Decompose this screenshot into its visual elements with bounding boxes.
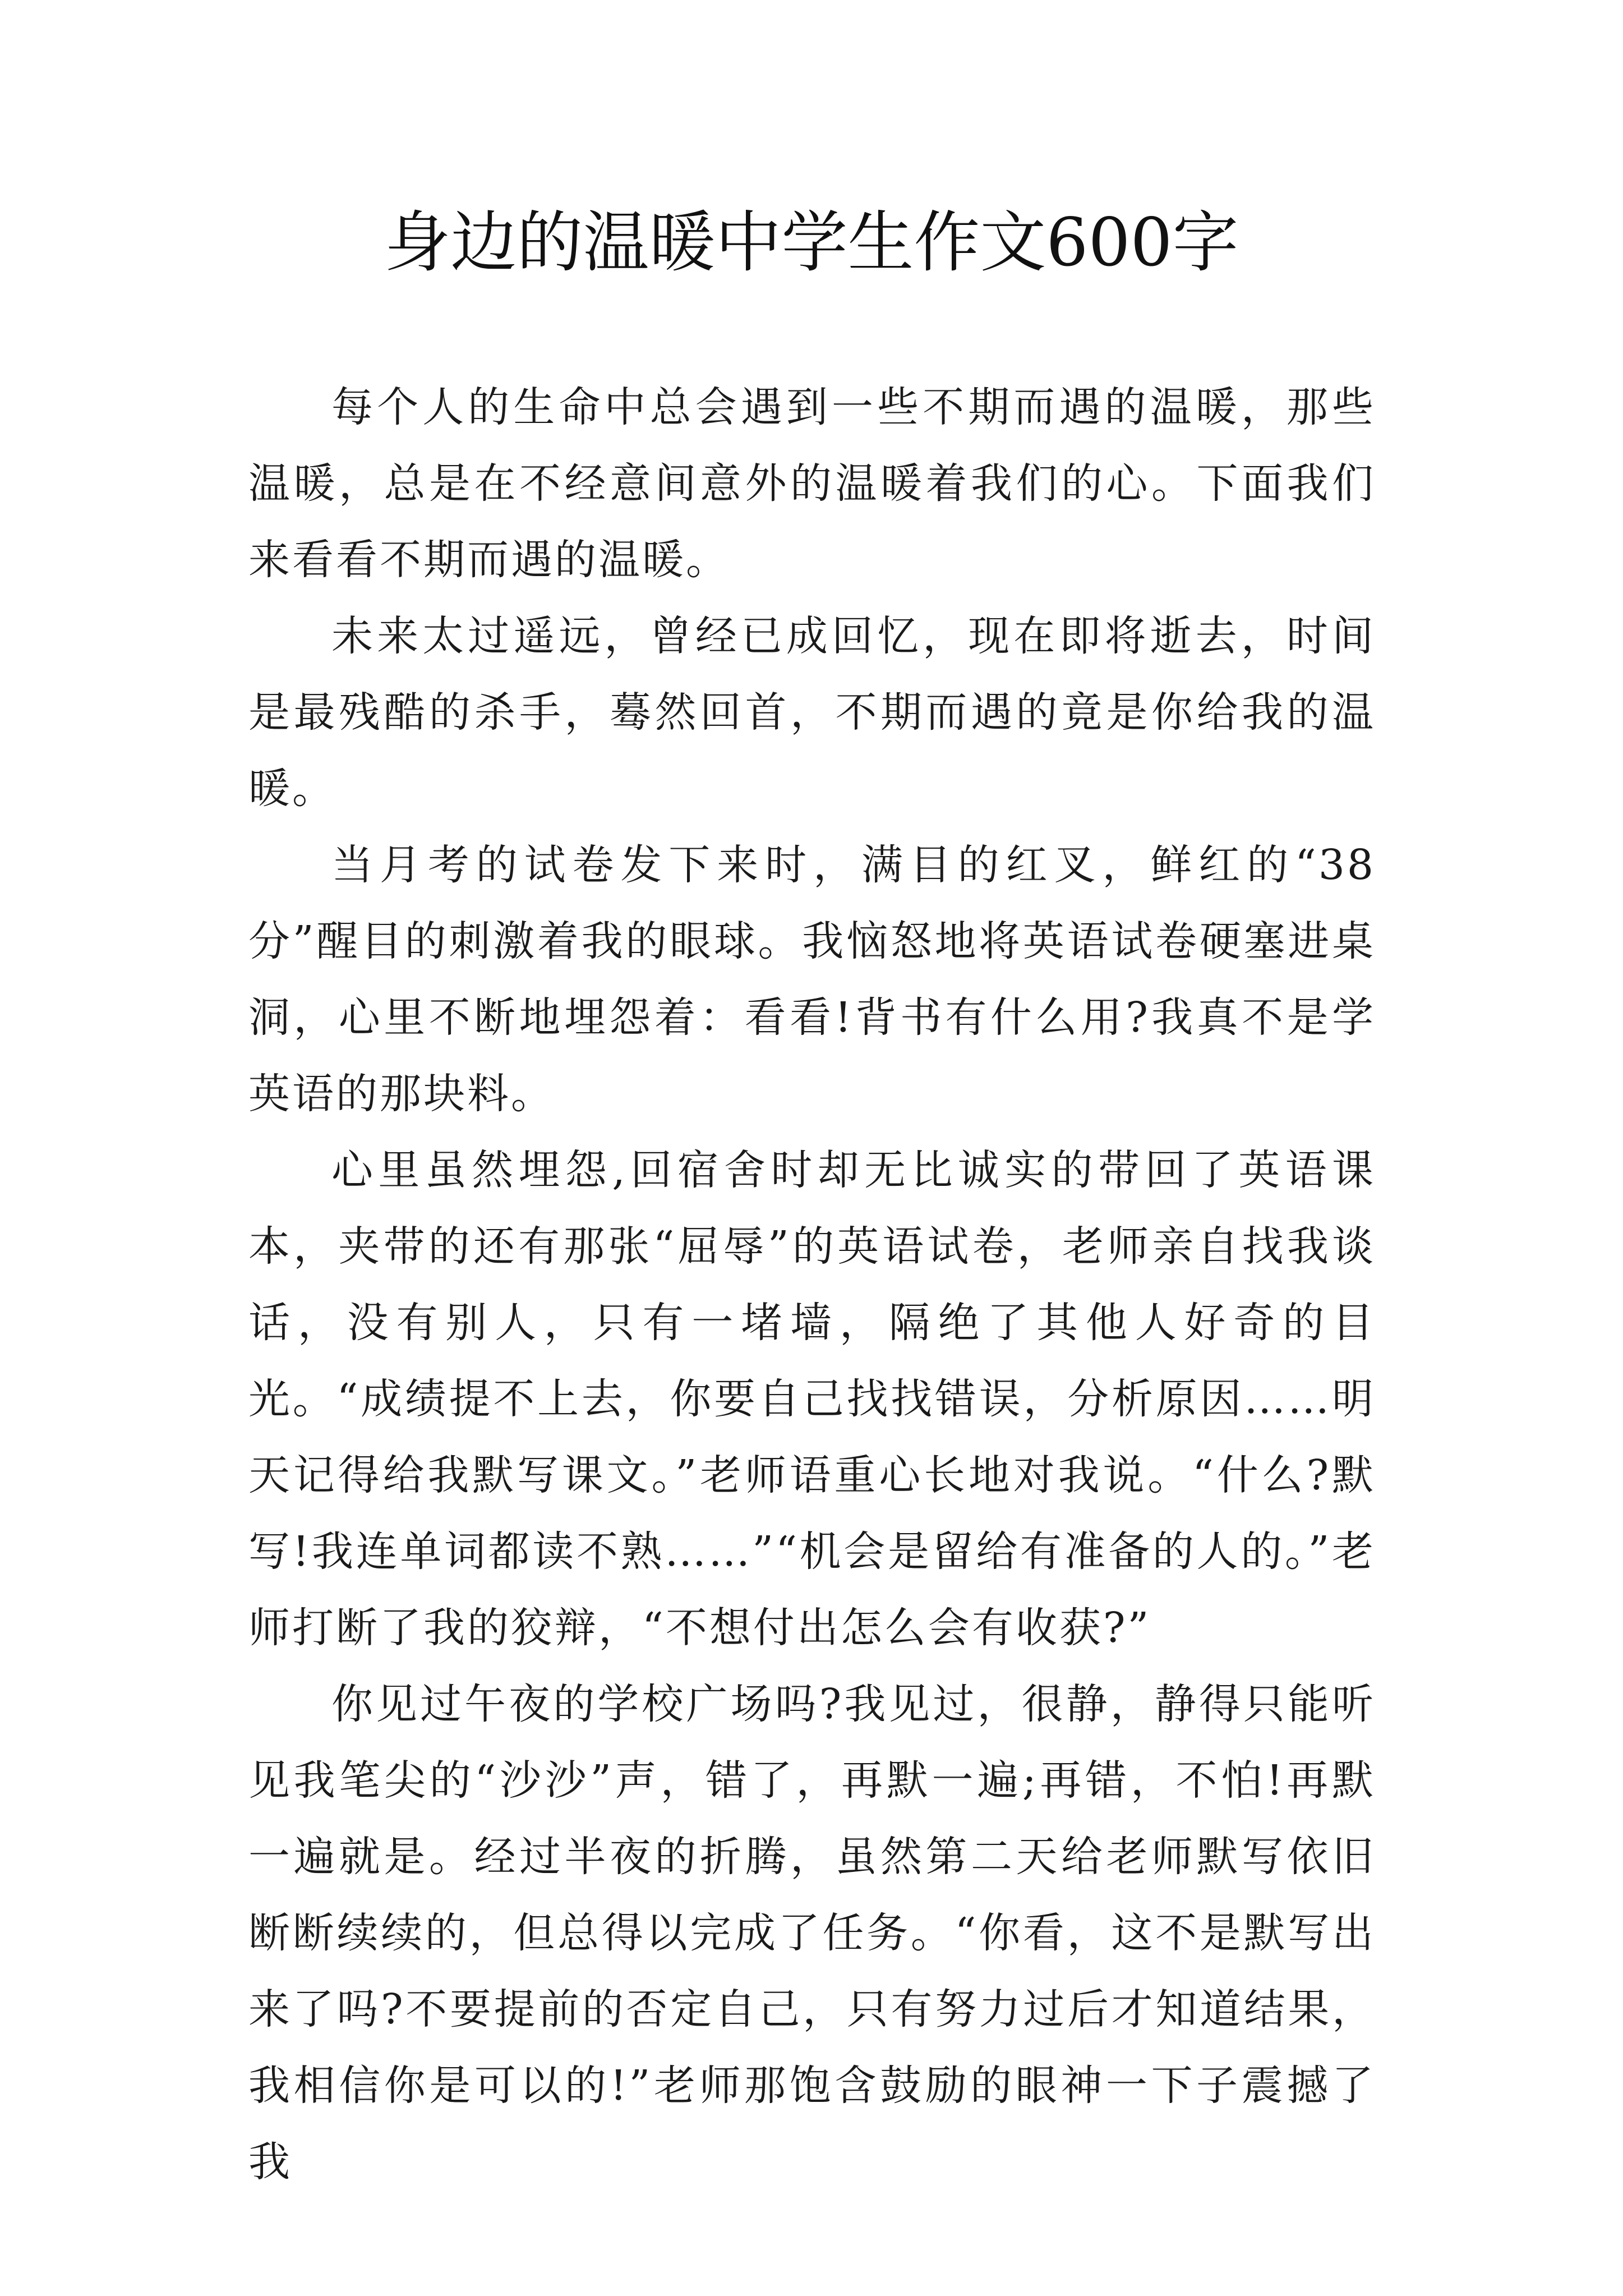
- paragraph-4: 心里虽然埋怨,回宿舍时却无比诚实的带回了英语课本，夹带的还有那张“屈辱”的英语试卷，老师亲自找我谈话，没有别人，只有一堵墙，隔绝了其他人好奇的目光。“成绩提不上去，你要自己找找错误，分析原因……明天记得给我默写课文。”老师语重心长地对我说。“什么?默写!我连单词都读不熟……”“机会是留给有准备的人的。”老师打断了我的狡辩，“不想付出怎么会有收获?”: [248, 1146, 1376, 1652]
- paragraph-1: 每个人的生命中总会遇到一些不期而遇的温暖，那些温暖，总是在不经意间意外的温暖着我们的心。下面我们来看看不期而遇的温暖。: [248, 383, 1376, 584]
- document-title: 身边的温暖中学生作文600字: [384, 204, 1239, 281]
- paragraph-3: 当月考的试卷发下来时，满目的红叉，鲜红的“38分”醒目的刺激着我的眼球。我恼怒地将英语试卷硬塞进桌洞，心里不断地埋怨着：看看!背书有什么用?我真不是学英语的那块料。: [248, 841, 1376, 1118]
- paragraph-5: 你见过午夜的学校广场吗?我见过，很静，静得只能听见我笔尖的“沙沙”声，错了，再默一遍;再错，不怕!再默一遍就是。经过半夜的折腾，虽然第二天给老师默写依旧断断续续的，但总得以完成了任务。“你看，这不是默写出来了吗?不要提前的否定自己，只有努力过后才知道结果，我相信你是可以的!”老师那饱含鼓励的眼神一下子震撼了我: [248, 1680, 1376, 2186]
- paragraph-2: 未来太过遥远，曾经已成回忆，现在即将逝去，时间是最残酷的杀手，蓦然回首，不期而遇的竟是你给我的温暖。: [248, 612, 1376, 813]
- document-body: [248, 369, 1376, 2200]
